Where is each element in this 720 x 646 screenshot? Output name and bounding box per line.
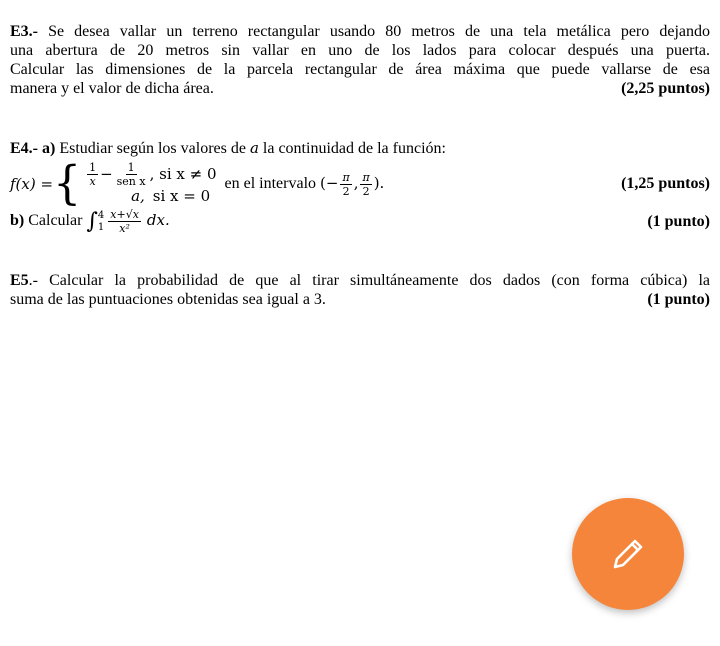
e3-points: (2,25 puntos)	[621, 80, 710, 97]
e5-label: E5	[10, 272, 29, 289]
e3-line-4	[10, 79, 710, 98]
e4a-points: (1,25 puntos)	[621, 175, 710, 192]
e5-points: (1 punto)	[647, 291, 710, 308]
e5-text-2: suma de las puntuaciones obtenidas sea igual a 3.	[10, 291, 326, 308]
frac-pi-2-a	[340, 171, 351, 198]
interval-text: en el intervalo	[224, 175, 317, 192]
document-page	[10, 22, 710, 309]
e4-intro-end: la continuidad de la función:	[262, 140, 446, 157]
piecewise-function	[10, 156, 385, 211]
minus-sign: −	[100, 165, 113, 183]
frac-pi-2-b	[360, 171, 371, 198]
case-2-value: a,	[131, 187, 145, 205]
e4b-points: (1 punto)	[647, 212, 710, 230]
function-cases	[85, 162, 216, 206]
frac2-den: sen x	[116, 174, 146, 188]
e5-line-1	[10, 271, 710, 290]
integral-limits	[98, 210, 104, 234]
e4-label: E4.- a)	[10, 140, 56, 157]
e4b-content	[10, 208, 170, 235]
e4b-label: b)	[10, 212, 25, 230]
e3-line-2: una abertura de 20 metros sin vallar en uno de los lados para colocar después una puerta.	[10, 42, 710, 59]
integral-dx: dx.	[146, 211, 170, 230]
frac1-num: 1	[89, 160, 97, 174]
brace-symbol: {	[53, 156, 82, 211]
interval	[320, 171, 384, 198]
e5-line-2	[10, 290, 710, 309]
frac1-den: x	[89, 174, 96, 188]
integral-lower: 1	[97, 221, 105, 233]
edit-button[interactable]	[572, 498, 684, 610]
integral-sign: ∫	[86, 209, 98, 234]
e4-intro	[10, 139, 710, 158]
pencil-icon	[606, 532, 650, 576]
frac-1-over-senx	[115, 161, 148, 188]
e4-function-row	[10, 156, 710, 211]
two-b: 2	[362, 184, 370, 198]
interval-close: ).	[373, 173, 385, 192]
case-1	[85, 162, 216, 186]
e4-intro-var: a	[249, 139, 259, 157]
e5-text-1: .- Calcular la probabilidad de que al tirar simultáneamente dos dados (con forma cúbica) la	[28, 272, 710, 289]
e3-text-4: manera y el valor de dicha área.	[10, 80, 214, 97]
e4b-text: Calcular	[28, 212, 83, 230]
integral-upper: 4	[97, 209, 105, 221]
e4b-row	[10, 208, 710, 235]
exercise-e5	[10, 271, 710, 309]
e3-text-1: Se desea vallar un terreno rectangular usando 80 metros de una tela metálica pero dejando	[48, 23, 710, 40]
two-a: 2	[342, 184, 350, 198]
case-1-condition: , si x ≠ 0	[149, 165, 217, 183]
e3-line-1	[10, 22, 710, 41]
exercise-e4	[10, 139, 710, 235]
interval-comma: ,	[353, 173, 359, 192]
integrand-den: x²	[119, 222, 130, 235]
frac2-num: 1	[127, 160, 135, 174]
e4-intro-text: Estudiar según los valores de	[59, 140, 246, 157]
case-2	[85, 186, 216, 206]
e3-label: E3.-	[10, 23, 38, 40]
exercise-e3	[10, 22, 710, 98]
frac-1-over-x	[87, 161, 98, 188]
integrand-num: x+√x	[110, 208, 139, 221]
pi-a: π	[342, 170, 350, 184]
pi-b: π	[362, 170, 370, 184]
case-2-condition: si x = 0	[152, 187, 211, 205]
integrand-fraction	[108, 208, 141, 235]
e3-line-3: Calcular las dimensiones de la parcela rectangular de área máxima que puede vallarse de esa	[10, 61, 710, 78]
function-name: f(x) =	[10, 175, 54, 193]
interval-open: (−	[320, 173, 339, 192]
